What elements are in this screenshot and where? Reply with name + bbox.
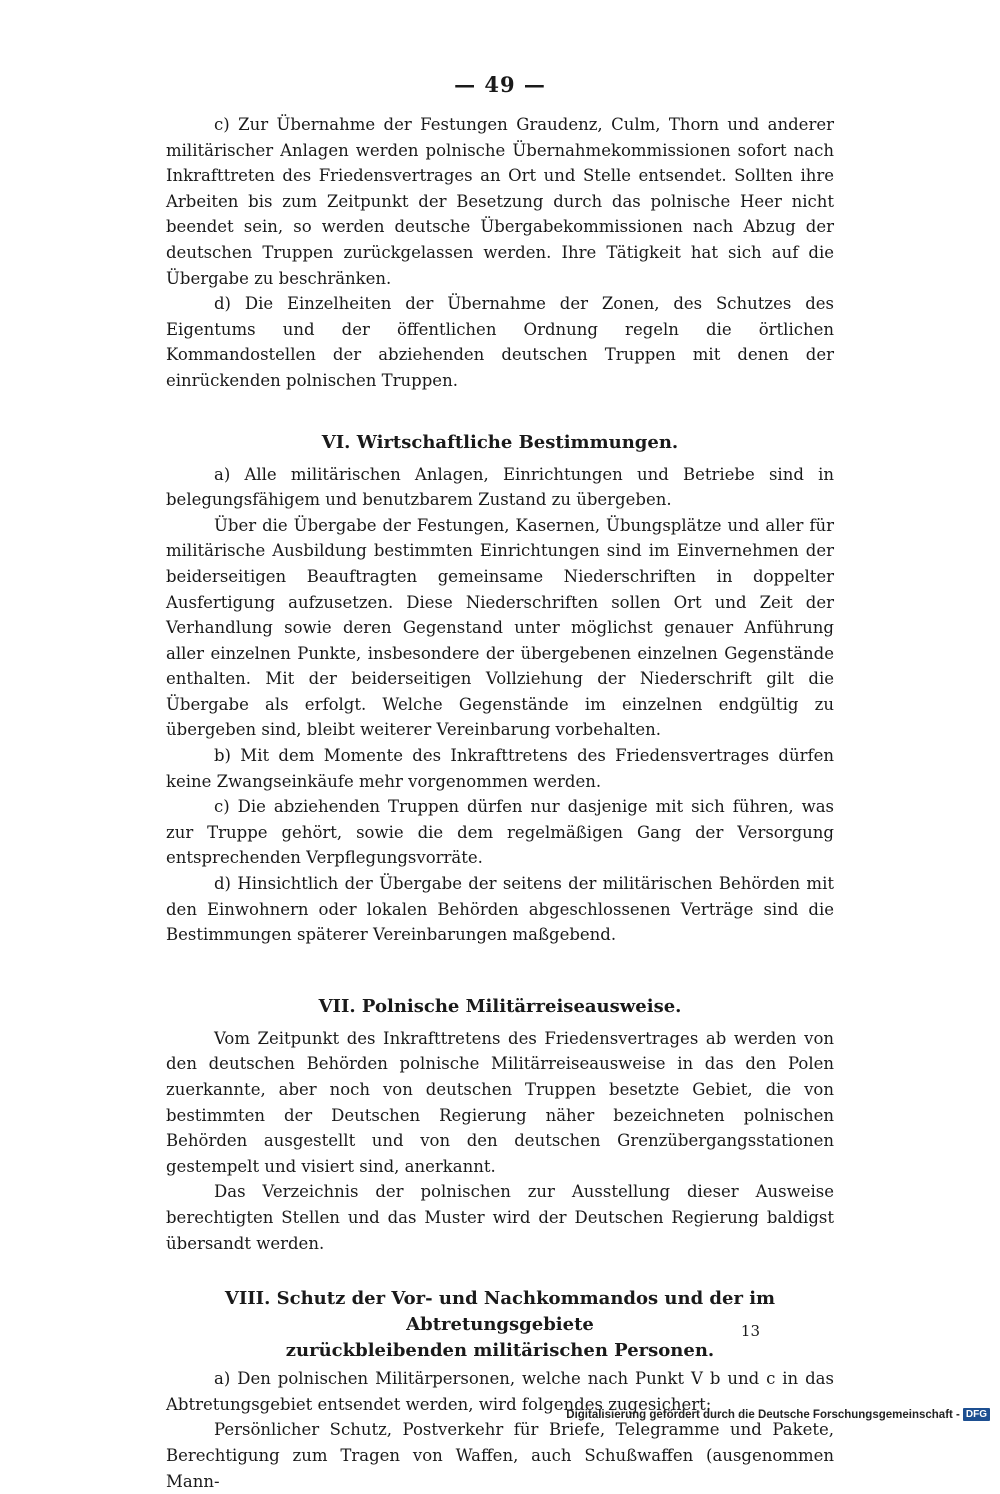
section-heading-viii (166, 1286, 834, 1364)
section-heading-viii-line2: zurückbleibenden militärischen Personen. (285, 1340, 715, 1362)
digitization-footer (566, 1408, 990, 1421)
paragraph-vi-b: b) Mit dem Momente des Inkrafttretens des Friedensvertrages dürfen keine Zwangseinkäufe mehr vorgenommen werden. (166, 746, 834, 791)
paragraph-vi-a-continued: Über die Übergabe der Festungen, Kasernen, Übungsplätze und aller für militärische Ausbildung bestimmten Einrichtungen sind im Einvernehmen der beiderseitigen Beauftragten gemeinsame Niederschriften in doppelter Ausfertigung aufzusetzen. Diese Niederschriften sollen Ort und Zeit der Verhandlung sowie deren Gegenstand unter möglichst genauer Anführung aller einzelnen Punkte, insbesondere der übergebenen einzelnen Gegenstände enthalten. Mit der beiderseitigen Vollziehung der Niederschrift gilt die Übergabe als erfolgt. Welche Gegenstände im einzelnen endgültig zu übergeben sind, bleibt weiterer Vereinbarung vorbehalten. (166, 515, 834, 740)
dfg-logo-icon: DFG (963, 1408, 990, 1421)
paragraph-v-d: d) Die Einzelheiten der Übernahme der Zonen, des Schutzes des Eigentums und der öffentlichen Ordnung regeln die örtlichen Kommandostellen der abziehenden deutschen Truppen mit denen der einrückenden polnischen Truppen. (166, 294, 834, 390)
footer-text: Digitalisierung gefördert durch die Deutsche Forschungsgemeinschaft - (566, 1408, 960, 1421)
paragraph-viii-a-continued: Persönlicher Schutz, Postverkehr für Briefe, Telegramme und Pakete, Berechtigung zum Tragen von Waffen, auch Schußwaffen (ausgenommen Mann- (166, 1420, 834, 1491)
section-heading-vi: VI. Wirtschaftliche Bestimmungen. (321, 431, 679, 453)
section-heading-vii: VII. Polnische Militärreiseausweise. (318, 995, 682, 1017)
paragraph-vii-2: Das Verzeichnis der polnischen zur Ausstellung dieser Ausweise berechtigten Stellen und das Muster wird der Deutschen Regierung baldigst übersandt werden. (166, 1182, 834, 1253)
paragraph-viii-a: a) Den polnischen Militärpersonen, welche nach Punkt V b und c in das Abtretungsgebiet entsendet werden, wird folgendes zugesichert: (166, 1369, 834, 1414)
paragraph-vi-c: c) Die abziehenden Truppen dürfen nur dasjenige mit sich führen, was zur Truppe gehört, sowie die dem regelmäßigen Gang der Versorgung entsprechenden Verpflegungsvorräte. (166, 797, 834, 868)
page-body (166, 112, 834, 1494)
section-heading-viii-line1: VIII. Schutz der Vor- und Nachkommandos und der im Abtretungsgebiete (224, 1288, 776, 1336)
paragraph-vi-a: a) Alle militärischen Anlagen, Einrichtungen und Betriebe sind in belegungsfähigem und benutzbarem Zustand zu übergeben. (166, 464, 834, 510)
paragraph-v-c: c) Zur Übernahme der Festungen Graudenz, Culm, Thorn und anderer militärischer Anlagen werden polnische Übernahmekommissionen sofort nach Inkrafttreten des Friedensvertrages an Ort und Stelle entsendet. Sollten ihre Arbeiten bis zum Zeitpunkt der Besetzung durch das polnische Heer nicht beendet sein, so werden deutsche Übergabekommissionen nach Abzug der deutschen Truppen zurückgelassen werden. Ihre Tätigkeit hat sich auf die Übergabe zu beschränken. (166, 115, 834, 288)
printer-signature-mark: 13 (740, 1322, 760, 1340)
paragraph-vii-1: Vom Zeitpunkt des Inkrafttretens des Friedensvertrages ab werden von den deutschen Behörden polnische Militärreiseausweise in das den Polen zuerkannte, aber noch von deutschen Truppen besetzte Gebiet, die von bestimmten der Deutschen Regierung näher bezeichneten polnischen Behörden ausgestellt und von den deutschen Grenzübergangsstationen gestempelt und visiert sind, anerkannt. (166, 1028, 834, 1176)
page-number: — 49 — (454, 72, 546, 97)
paragraph-vi-d: d) Hinsichtlich der Übergabe der seitens der militärischen Behörden mit den Einwohnern oder lokalen Behörden abgeschlossenen Verträge sind die Bestimmungen späterer Vereinbarungen maßgebend. (166, 874, 834, 945)
